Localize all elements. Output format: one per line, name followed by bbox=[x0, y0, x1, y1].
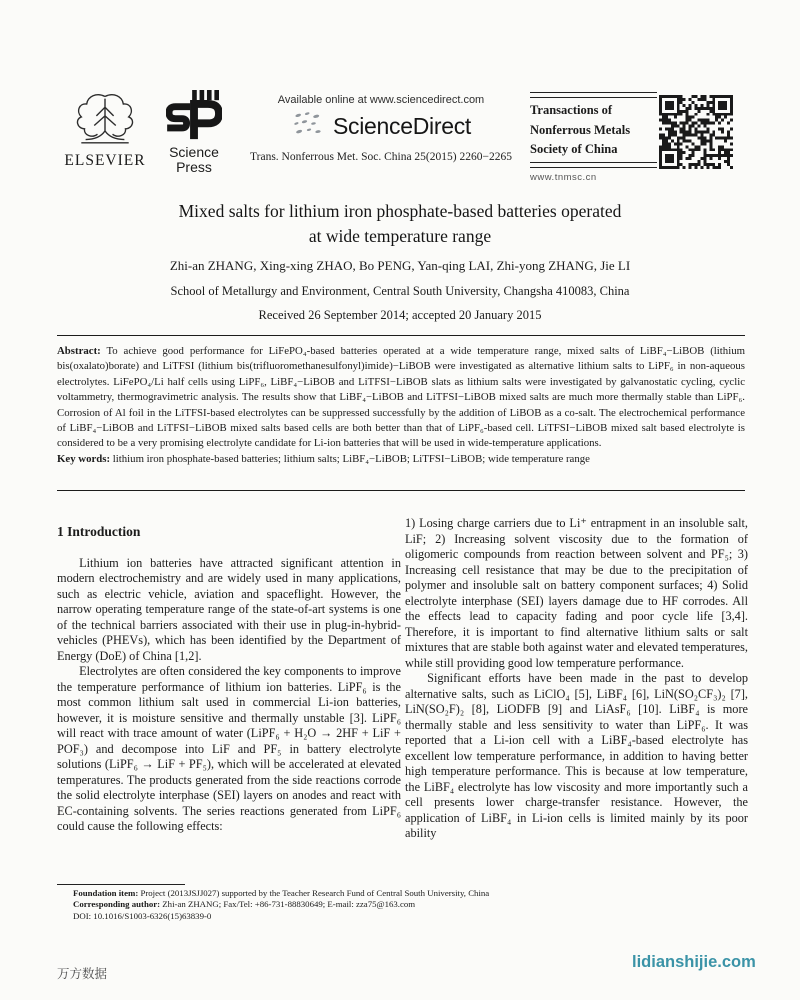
keywords-text: lithium iron phosphate-based batteries; lithium salts; LiBF₄−LiBOB; LiTFSI−LiBOB; wide temperature range bbox=[112, 452, 590, 465]
corresponding-author bbox=[57, 899, 682, 910]
science-press-label-1: Science bbox=[169, 144, 219, 160]
elsevier-tree-icon bbox=[66, 133, 144, 150]
foundation-item-label: Foundation item: bbox=[73, 888, 139, 898]
footnote-block bbox=[57, 884, 682, 922]
abstract-paragraph bbox=[57, 344, 745, 452]
science-press-label-2: Press bbox=[176, 159, 212, 175]
foundation-item bbox=[57, 888, 682, 899]
lidianshijie-watermark: lidianshijie.com bbox=[632, 953, 756, 971]
doi-line bbox=[57, 911, 682, 922]
science-press-logo bbox=[161, 90, 227, 175]
keywords-paragraph bbox=[57, 452, 745, 467]
science-press-icon bbox=[166, 127, 222, 144]
abstract-label: Abstract: bbox=[57, 345, 101, 357]
body-paragraph: Electrolytes are often considered the key components to improve the temperature performance of lithium ion batteries. LiPF₆ is the most common lithium salt used in commercial Li-ion batteries, however, it is moisture sensitive and thermally unstable [3]. LiPF₆ will react with trace amount of water (LiPF₆ + H₂O → 2HF + LiF + POF₃) and decompose into LiF and PF₅ in battery electrolyte solutions (LiPF₆ → LiF + PF₅), which will be accelerated at elevated temperatures. The products generated from the side reactions corrode the solid electrolyte interphase (SEI) layers on anodes and react with EC-containing solvents. The series reactions generated from LiPF₆ could cause the following effects: bbox=[57, 664, 401, 833]
article-title bbox=[0, 199, 800, 248]
corresponding-author-label: Corresponding author: bbox=[73, 899, 161, 910]
keywords-label: Key words: bbox=[57, 452, 111, 465]
journal-box-bottom-rule bbox=[530, 162, 657, 168]
body-paragraph: Significant efforts have been made in the past to develop alternative salts, such as LiClO₄ [5], LiBF₄ [6], LiN(SO₂CF₃)₂ [7], LiN(SO₂F)₂ [8], LiODFB [9] and LiAsF₆ [10]. LiBF₄ is more thermally stable and less sensitivity to water than LiPF₆. It was reported that a Li-ion cell with a LiBF₄-based electrolyte has excellent low temperature performance, in addition to having better high temperature performance. This is because at low temperature, the LiBF₄ electrolyte has low viscosity and more importantly such a cell presents lower charge-transfer resistance. However, the application of LiBF₄ in Li-ion cells is limited mainly by its poor ability bbox=[405, 671, 748, 840]
foundation-item-text: Project (2013JSJJ027) supported by the Teacher Research Fund of Central South University, China bbox=[138, 888, 490, 898]
section-heading-introduction: 1 Introduction bbox=[57, 524, 141, 539]
page-header bbox=[57, 88, 747, 188]
wanfang-watermark: 万方数据 bbox=[57, 967, 108, 981]
journal-name-line1: Transactions of bbox=[530, 103, 613, 117]
journal-title-box bbox=[530, 92, 657, 183]
doi-text: 10.1016/S1003-6326(15)63839-0 bbox=[91, 910, 212, 921]
affiliation: School of Metallurgy and Environment, Central South University, Changsha 410083, China bbox=[170, 284, 630, 298]
journal-citation: Trans. Nonferrous Met. Soc. China 25(2015) 2260−2265 bbox=[250, 151, 512, 163]
available-online-text: Available online at www.sciencedirect.com bbox=[277, 94, 485, 106]
article-title-line2: at wide temperature range bbox=[308, 225, 492, 246]
abstract-top-rule bbox=[57, 335, 745, 336]
received-dates: Received 26 September 2014; accepted 20 January 2015 bbox=[258, 308, 542, 322]
elsevier-label: ELSEVIER bbox=[64, 152, 146, 169]
author-list: Zhi-an ZHANG, Xing-xing ZHAO, Bo PENG, Yan-qing LAI, Zhi-yong ZHANG, Jie LI bbox=[169, 258, 631, 273]
abstract-bottom-rule bbox=[57, 490, 745, 491]
body-paragraph: 1) Losing charge carriers due to Li⁺ entrapment in an insoluble salt, LiF; 2) Increasing solvent viscosity due to the formation of oligomeric compounds from reaction between solvent and PF₅; 3) Increasing cell resistance that may be due to the precipitation of polymer and insoluble salt on battery component surfaces; 4) Solid electrolyte interphase (SEI) layers damage due to HF corrodes. All the effects lead to capacity fading and poor cycle life [3,4]. Therefore, it is important to find alternative lithium salts or salt mixtures that are stable both against water and elevated temperatures, while still providing good low temperature performance. bbox=[405, 516, 748, 670]
doi-label: DOI: bbox=[73, 910, 92, 921]
journal-name-line2: Nonferrous Metals bbox=[530, 122, 631, 137]
body-paragraph: Lithium ion batteries have attracted significant attention in modern electrochemistry and are widely used in many applications, such as electric vehicle, aviation and spaceflight. However, the narrow operating temperature range of the state-of-art systems is one of the technical barriers associated with their use in plug-in-hybrid-vehicles (PHEVs), which has been identified by the Department of Energy (DoE) of China [1,2]. bbox=[57, 555, 401, 663]
journal-name-line3: Society of China bbox=[530, 142, 618, 156]
article-title-line1: Mixed salts for lithium iron phosphate-based batteries operated bbox=[178, 201, 622, 221]
qr-code-icon bbox=[659, 95, 733, 169]
body-column-right bbox=[405, 516, 748, 842]
journal-website: www.tnmsc.cn bbox=[530, 171, 597, 183]
corresponding-author-text: Zhi-an ZHANG; Fax/Tel: +86-731-88830649; E-mail: zza75@163.com bbox=[160, 899, 416, 910]
sciencedirect-logo bbox=[235, 110, 527, 142]
abstract-text: To achieve good performance for LiFePO₄-based batteries operated at a wide temperature range, mixed salts of LiBF₄−LiBOB (lithium bis(oxalato)borate) and LiTFSI (lithium bis(trifluoromethanesulfonyl)imide)−LiBOB were investigated as alternative lithium salts to LiPF₆ in non-aqueous electrolytes. LiFePO₄/Li half cells using LiPF₆, LiBF₄−LiBOB and LiTFSI−LiBOB slats as lithium salts were investigated by galvanostatic cycling, cyclic voltammetry, thermogravimetric analysis. The results show that LiBF₄−LiBOB and LiTFSI−LiBOB mixed salts are much more thermally stable than LiPF₆. Corrosion of Al foil in the LiTFSI-based electrolytes can be suppressed successfully by the addition of LiBOB as a co-salt. The electrochemical performance of LiBF₄−LiBOB and LiTFSI−LiBOB mixed salts based cells are both better than that of LiPF₆-based cell. LiTFSI−LiBOB mixed salt based electrolyte is considered to be a very promising electrolyte candidate for Li-ion batteries that will be used in wide-temperature applications. bbox=[57, 345, 745, 450]
body-column-left bbox=[57, 524, 401, 835]
footnote-rule bbox=[57, 884, 185, 885]
header-center bbox=[235, 94, 527, 163]
sciencedirect-dots-icon bbox=[291, 110, 327, 142]
sciencedirect-wordmark: ScienceDirect bbox=[333, 112, 471, 139]
abstract-section bbox=[57, 344, 745, 467]
elsevier-logo bbox=[57, 90, 153, 170]
